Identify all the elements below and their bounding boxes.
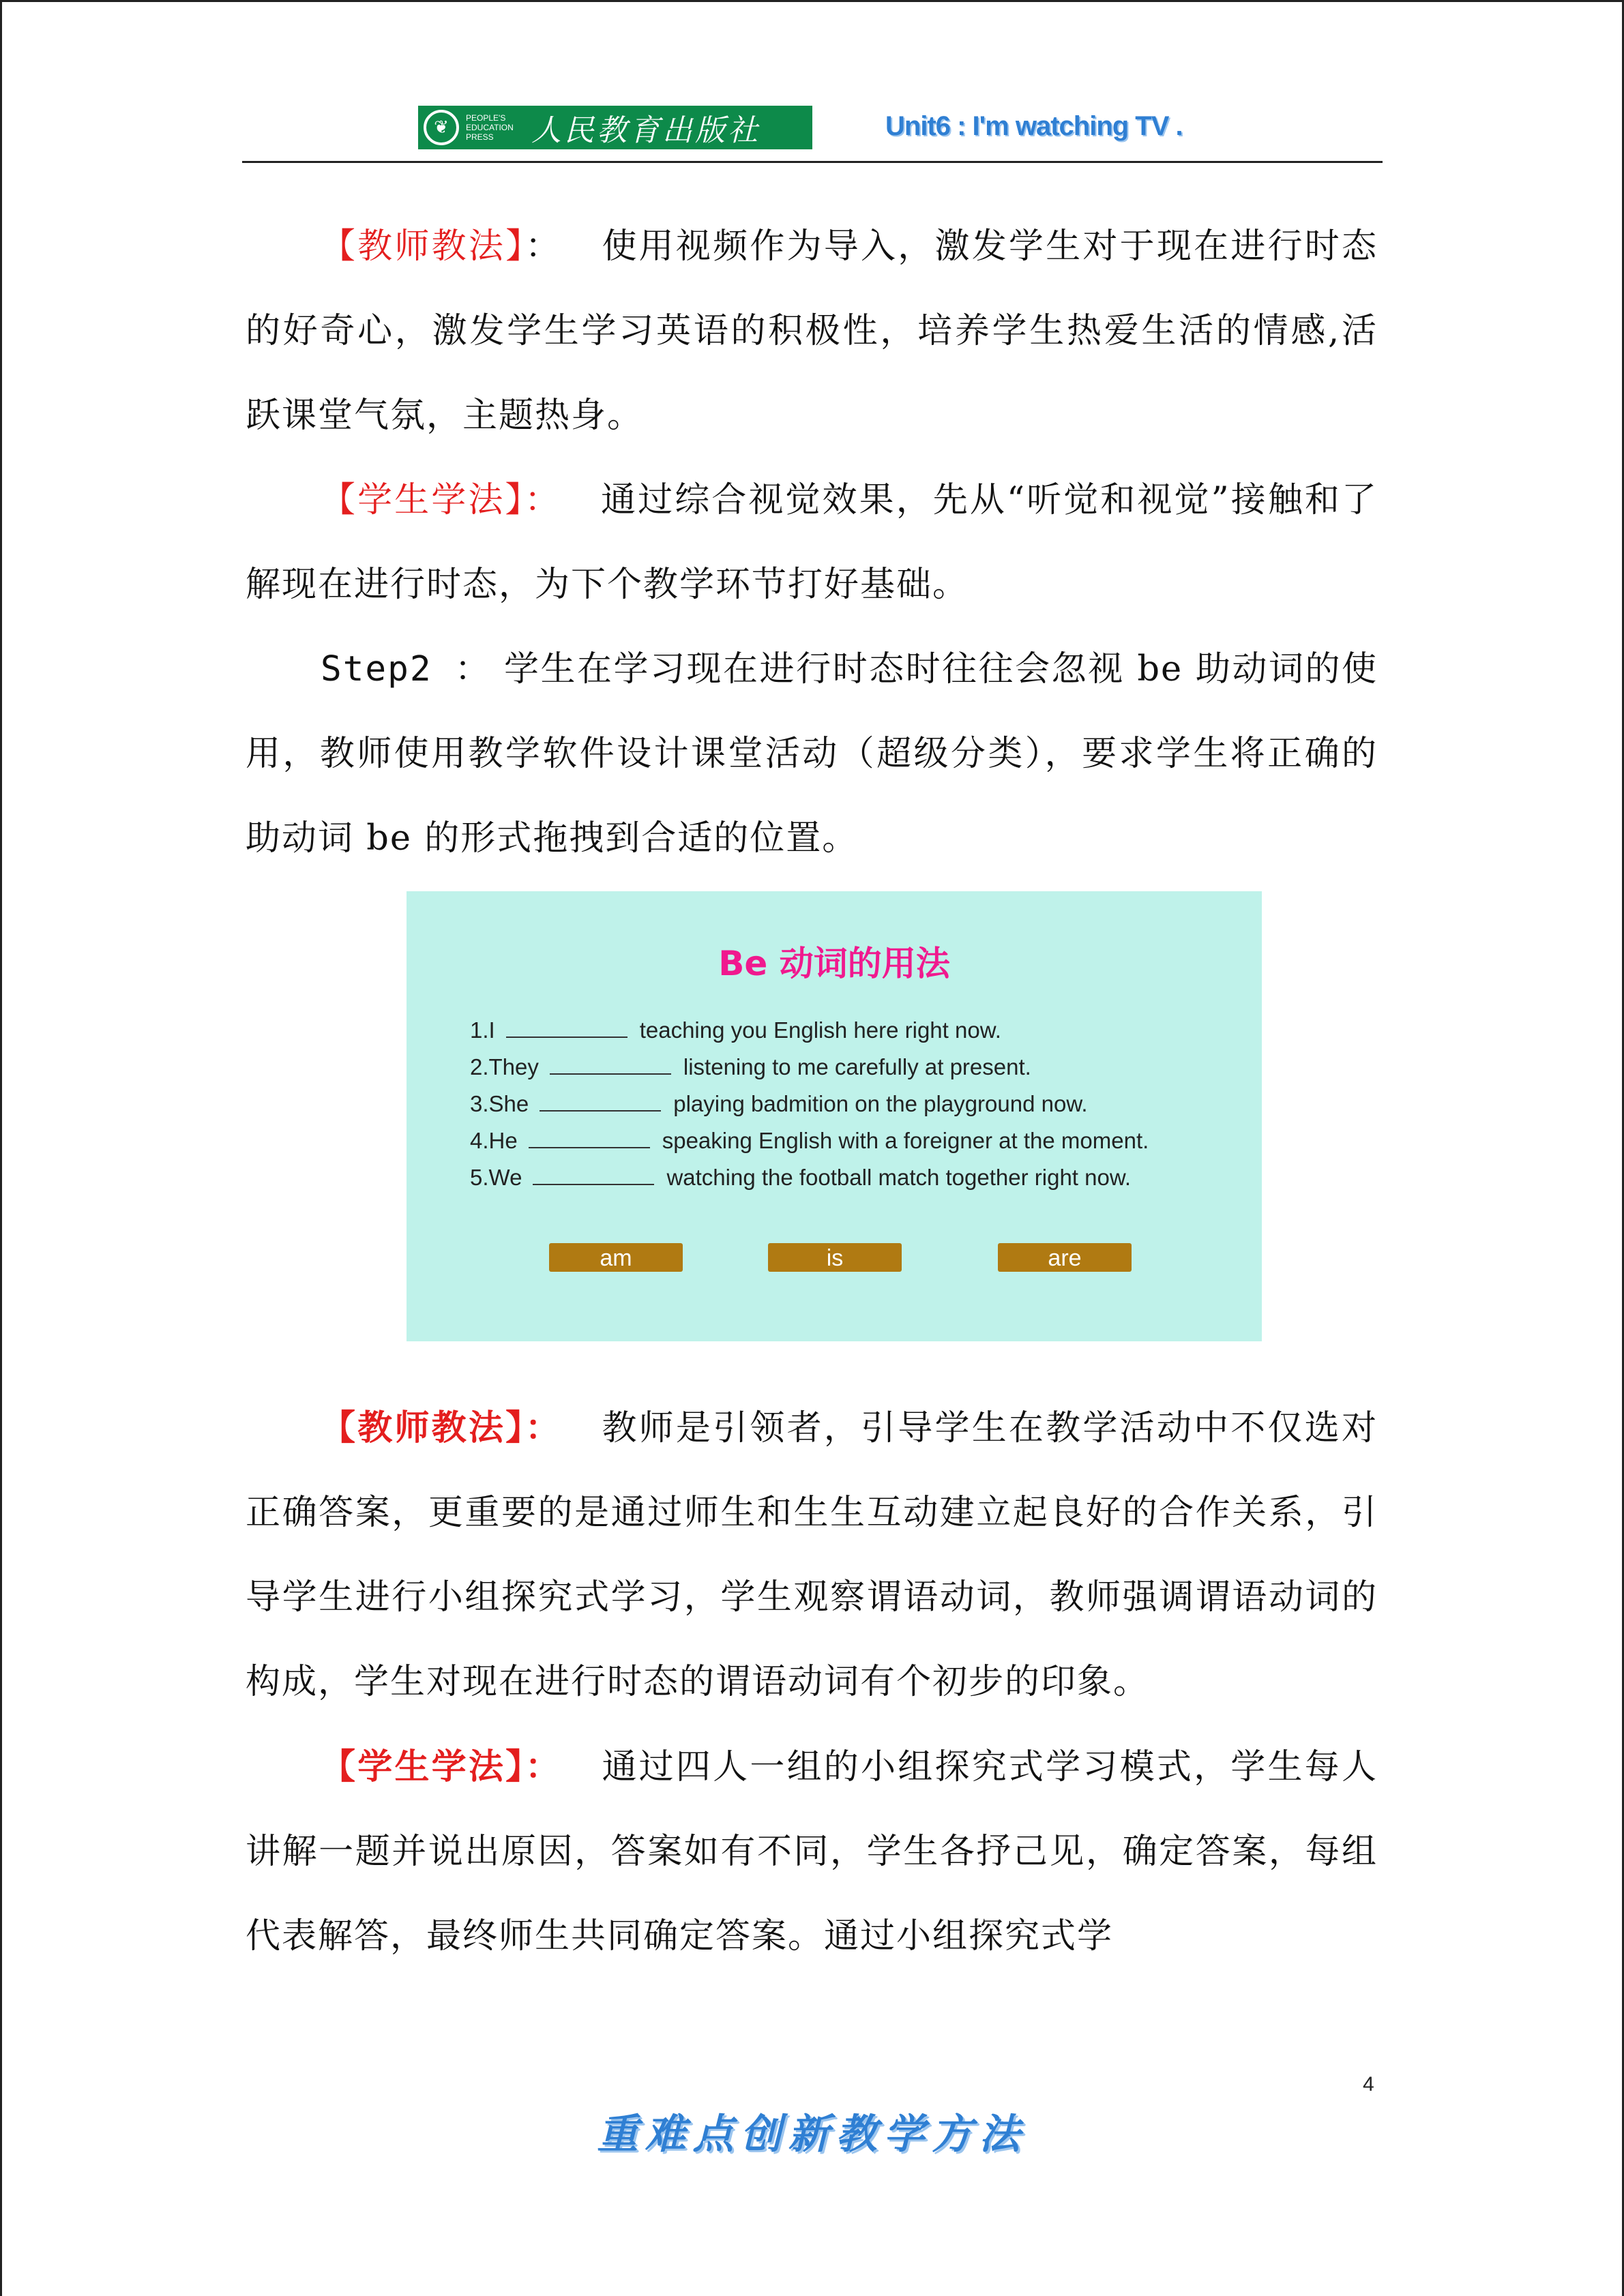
exercise-rest: listening to me carefully at present.	[683, 1054, 1031, 1079]
publisher-name-cn: 人民教育出版社	[531, 113, 761, 148]
exercise-subject: 4.He	[470, 1128, 518, 1153]
answer-blank[interactable]	[540, 1090, 661, 1112]
paragraph-text: 通过综合视觉效果，先从“听觉和视觉”接触和了解现在进行时态，为下个教学环节打好基础。	[246, 480, 1378, 605]
paragraph-text: 使用视频作为导入，激发学生对于现在进行时态的好奇心，激发学生学习英语的积极性，培养学生热爱生活的情感,活跃课堂气氛，主题热身。	[246, 226, 1378, 436]
section-tag: 【教师教法】	[321, 226, 525, 267]
answer-blank[interactable]	[550, 1053, 671, 1075]
exercise-subject: 2.They	[470, 1054, 539, 1079]
option-am[interactable]: am	[549, 1243, 683, 1272]
paragraph-text: 学生在学习现在进行时态时往往会忽视 be 助动词的使用，教师使用教学软件设计课堂活动（超级分类），要求学生将正确的助动词 be 的形式拖拽到合适的位置。	[246, 649, 1378, 859]
exercise-item	[470, 1012, 1149, 1049]
page-number: 4	[1363, 2073, 1374, 2096]
tag-separator: ：	[525, 1746, 563, 1787]
exercise-rest: speaking English with a foreigner at the moment.	[662, 1128, 1149, 1153]
paragraph-text: 教师是引领者，引导学生在教学活动中不仅选对正确答案，更重要的是通过师生和生生互动建立起良好的合作关系，引导学生进行小组探究式学习，学生观察谓语动词，教师强调谓语动词的构成，学生对现在进行时态的谓语动词有个初步的印象。	[246, 1408, 1378, 1702]
exercise-subject: 1.I	[470, 1017, 495, 1043]
paragraph-teacher-method-1	[246, 205, 1378, 458]
paragraph-teacher-method-2	[246, 1386, 1378, 1725]
paragraph-step2	[246, 627, 1378, 881]
section-tag: 【教师教法】	[321, 1407, 525, 1448]
footer-title: 重难点创新教学方法	[597, 2111, 1027, 2158]
exercise-item	[470, 1049, 1149, 1086]
publisher-name-en: PEOPLE'S EDUCATION PRESS	[466, 113, 514, 142]
paragraph-student-method-2	[246, 1725, 1378, 1979]
section-tag: 【学生学法】	[321, 480, 525, 520]
answer-blank[interactable]	[506, 1016, 628, 1038]
publisher-logo	[418, 106, 812, 149]
paragraph-student-method-1	[246, 458, 1378, 627]
page-header	[242, 102, 1383, 163]
option-are[interactable]: are	[998, 1243, 1132, 1272]
exercise-rest: teaching you English here right now.	[639, 1017, 1001, 1043]
paragraph-text: 通过四人一组的小组探究式学习模式，学生每人讲解一题并说出原因，答案如有不同，学生各抒己见，确定答案，每组代表解答，最终师生共同确定答案。通过小组探究式学	[246, 1747, 1378, 1956]
tag-separator: ：	[525, 1407, 563, 1448]
exercise-item	[470, 1159, 1149, 1196]
tag-separator: ：	[525, 226, 563, 267]
exercise-rest: playing badmition on the playground now.	[673, 1091, 1088, 1116]
main-content-continued	[246, 1386, 1378, 1979]
main-content	[246, 205, 1378, 881]
be-verb-exercise-slide	[407, 891, 1262, 1341]
answer-blank[interactable]	[529, 1127, 650, 1148]
step-label: Step2 ：	[321, 649, 492, 689]
tag-separator: ：	[525, 480, 562, 520]
exercise-item	[470, 1122, 1149, 1159]
exercise-subject: 5.We	[470, 1165, 522, 1190]
unit-title: Unit6 : I'm watching TV .	[885, 111, 1183, 141]
section-tag: 【学生学法】	[321, 1746, 525, 1787]
exercise-subject: 3.She	[470, 1091, 529, 1116]
publisher-emblem-icon: ❦	[424, 110, 459, 145]
slide-title: Be 动词的用法	[718, 944, 950, 983]
exercise-list	[470, 1012, 1149, 1196]
exercise-rest: watching the football match together right now.	[666, 1165, 1132, 1190]
answer-blank[interactable]	[533, 1163, 654, 1185]
exercise-item	[470, 1086, 1149, 1122]
option-is[interactable]: is	[768, 1243, 902, 1272]
